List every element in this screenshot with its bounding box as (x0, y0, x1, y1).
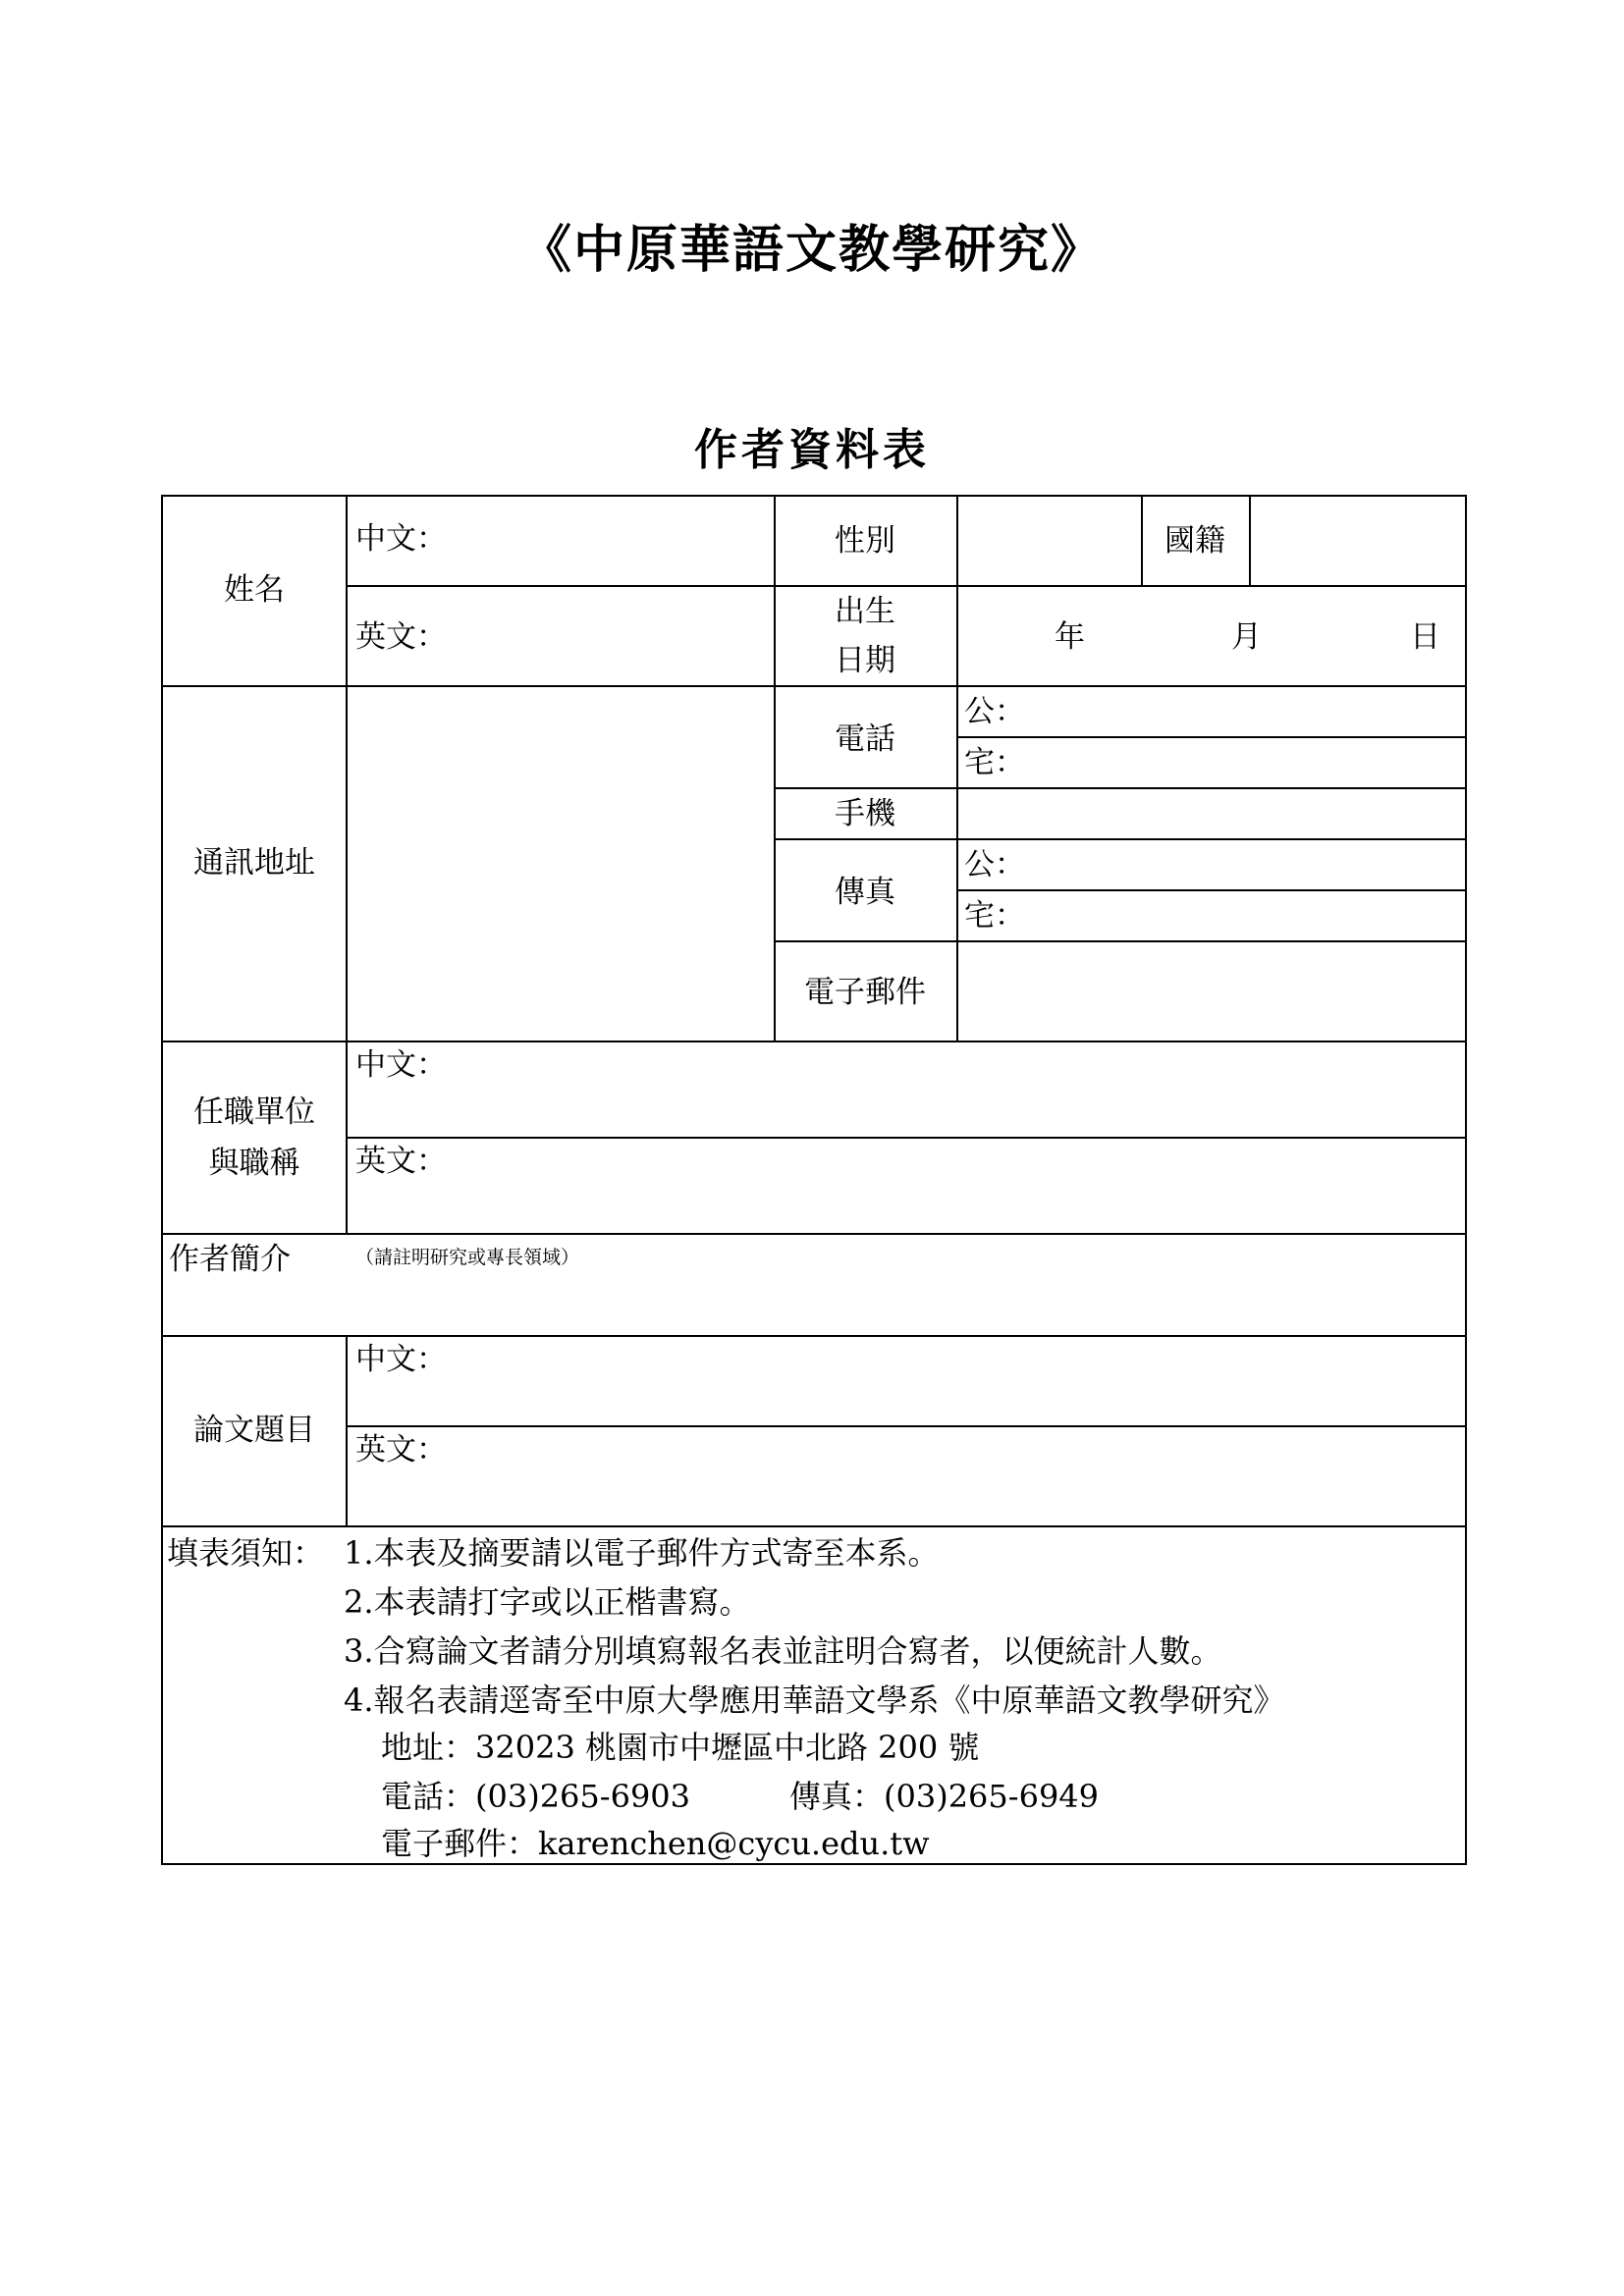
bio-field[interactable] (350, 1272, 1463, 1331)
mobile-label: 手機 (835, 796, 895, 831)
email-label: 電子郵件 (804, 975, 926, 1010)
affiliation-zh-field[interactable] (448, 1044, 1463, 1133)
notes-item-2: 2.本表請打字或以正楷書寫。 (344, 1583, 751, 1621)
notes-item-1: 1.本表及摘要請以電子郵件方式寄至本系。 (344, 1534, 940, 1572)
author-info-form (161, 495, 1467, 1865)
paper-zh-field[interactable] (448, 1339, 1463, 1421)
paper-en-field[interactable] (448, 1429, 1463, 1522)
fax-label: 傳真 (835, 875, 895, 910)
affiliation-en-label: 英文： (355, 1144, 447, 1179)
fax-office-field[interactable] (1027, 842, 1463, 887)
paper-en-label: 英文： (355, 1432, 447, 1468)
gender-field[interactable] (960, 501, 1137, 581)
notes-item-3: 3.合寫論文者請分別填寫報名表並註明合寫者，以便統計人數。 (344, 1632, 1222, 1670)
notes-address: 地址：32023 桃園市中壢區中北路 200 號 (381, 1729, 980, 1766)
journal-title: 《中原華語文教學研究》 (519, 221, 1104, 280)
mobile-field[interactable] (960, 791, 1463, 836)
notes-label: 填表須知： (167, 1534, 325, 1572)
birth-label-line1: 出生 (835, 594, 895, 629)
notes-phone: 電話：(03)265-6903 (381, 1778, 691, 1815)
phone-office-field[interactable] (1027, 689, 1463, 734)
birth-year-label: 年 (1055, 619, 1085, 655)
birth-label-line2: 日期 (835, 643, 895, 678)
paper-title-label: 論文題目 (193, 1413, 315, 1448)
phone-label: 電話 (835, 721, 895, 757)
nationality-field[interactable] (1253, 501, 1463, 581)
phone-office-label: 公： (964, 694, 1025, 729)
name-en-field[interactable] (448, 593, 768, 679)
affiliation-label-line1: 任職單位 (193, 1095, 315, 1130)
notes-email: 電子郵件：karenchen@cycu.edu.tw (381, 1825, 930, 1862)
name-zh-label: 中文： (355, 521, 447, 557)
name-zh-field[interactable] (448, 503, 768, 581)
address-label: 通訊地址 (193, 845, 315, 881)
birth-day-label: 日 (1410, 619, 1440, 655)
form-title: 作者資料表 (694, 425, 930, 475)
birth-date-field[interactable] (960, 591, 1463, 681)
bio-label: 作者簡介 (169, 1242, 291, 1277)
birth-month-label: 月 (1231, 619, 1262, 655)
fax-home-field[interactable] (1027, 893, 1463, 938)
address-field[interactable] (350, 689, 770, 1037)
phone-home-label: 宅： (964, 745, 1025, 780)
paper-zh-label: 中文： (355, 1342, 447, 1377)
affiliation-en-field[interactable] (448, 1141, 1463, 1229)
name-label: 姓名 (224, 572, 285, 608)
fax-office-label: 公： (964, 847, 1025, 882)
notes-item-4: 4.報名表請逕寄至中原大學應用華語文學系《中原華語文教學研究》 (344, 1682, 1285, 1719)
affiliation-zh-label: 中文： (355, 1047, 447, 1083)
name-en-label: 英文： (355, 619, 447, 655)
phone-home-field[interactable] (1027, 740, 1463, 785)
notes-fax: 傳真：(03)265-6949 (789, 1778, 1100, 1815)
gender-label: 性別 (835, 523, 895, 559)
fax-home-label: 宅： (964, 898, 1025, 934)
bio-hint: （請註明研究或專長領域） (355, 1247, 580, 1268)
nationality-label: 國籍 (1164, 523, 1225, 559)
affiliation-label-line2: 與職稱 (208, 1146, 300, 1181)
email-field[interactable] (960, 944, 1463, 1037)
